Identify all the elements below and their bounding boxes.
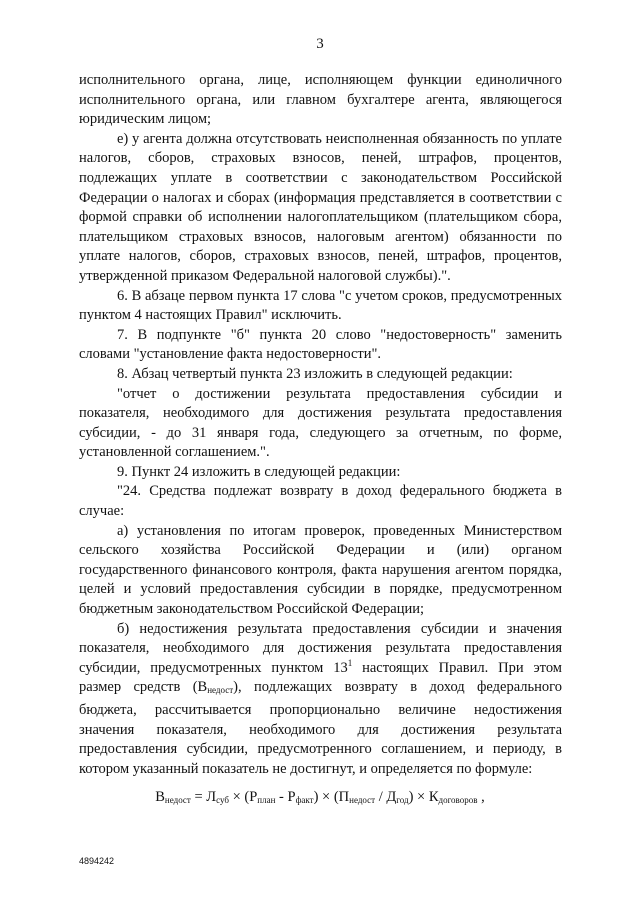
paragraph-item-24: "24. Средства подлежат возврату в доход федерального бюджета в случае:	[79, 483, 562, 520]
formula-subscript: недост	[164, 795, 191, 805]
formula-subscript: суб	[216, 795, 229, 805]
document-body	[79, 71, 562, 779]
formula-subscript: год	[396, 795, 409, 805]
formula-term: ) × (П	[313, 789, 350, 805]
formula-subscript: факт	[295, 795, 314, 805]
formula-subscript: план	[257, 795, 276, 805]
formula-subscript: договоров	[438, 795, 478, 805]
formula	[0, 789, 640, 806]
subscript: недост	[207, 685, 234, 696]
superscript: 1	[347, 657, 353, 668]
paragraph-item-24a: а) установления по итогам проверок, проведенных Министерством сельского хозяйства Российской Федерации и (или) органом государственного финансового контроля, факта нарушения агентом порядка, целей и условий предоставления субсидии в порядке, предусмотренном бюджетным законодательством Российской Федерации;	[79, 522, 562, 618]
text-run: ), подлежащих возврату в доход федерального бюджета, рассчитывается пропорционально величине недостижения значения показателя, необходимого для достижения результата предоставления субсидии, предусмотренного соглашением, и периоду, в котором указанный показатель не достигнут, и определяется по формуле:	[79, 679, 562, 777]
text-run: б) недостижения результата предоставления субсидии и значения показателя, необходимого для достижения результата предоставления субсидии, предусмотренных пунктом 13	[79, 620, 562, 676]
paragraph-item-7: 7. В подпункте "б" пункта 20 слово "недостоверность" заменить словами "установление факта недостоверности".	[79, 326, 562, 363]
paragraph-item-6: 6. В абзаце первом пункта 17 слова "с учетом сроков, предусмотренных пунктом 4 настоящих Правил" исключить.	[79, 287, 562, 324]
paragraph-report-deadline: "отчет о достижении результата предоставления субсидии и показателя, необходимого для достижения результата предоставления субсидии, - до 31 января года, следующего за отчетным, по форме, установленной соглашением.".	[79, 385, 562, 461]
formula-term: ) × К	[408, 789, 439, 805]
formula-term: - Р	[275, 789, 296, 805]
paragraph-item-8: 8. Абзац четвертый пункта 23 изложить в следующей редакции:	[117, 365, 513, 382]
document-code: 4894242	[79, 856, 115, 866]
formula-term: ,	[477, 789, 485, 805]
paragraph-item-e: е) у агента должна отсутствовать неисполненная обязанность по уплате налогов, сборов, страховых взносов, пеней, штрафов, процентов, подлежащих уплате в соответствии с законодательством Российской Федерации о налогах и сборах (информация представляется в соответствии с формой справки об исполнении налогоплательщиком (плательщиком сбора, плательщиком страховых взносов, налоговым агентом) обязанности по уплате налогов, сборов, страховых взносов, пеней, штрафов, процентов, утвержденной приказом Федеральной налоговой службы).".	[79, 130, 562, 284]
formula-subscript: недост	[349, 795, 376, 805]
formula-term: В	[155, 789, 165, 805]
formula-term: × (Р	[228, 789, 258, 805]
formula-term: / Д	[375, 789, 397, 805]
paragraph-continuation: исполнительного органа, лице, исполняющем функции единоличного исполнительного органа, или главном бухгалтере агента, являющегося юридическим лицом;	[79, 72, 562, 128]
paragraph-item-24b	[79, 620, 562, 780]
paragraph-item-9: 9. Пункт 24 изложить в следующей редакции:	[117, 463, 401, 480]
text-run: настоящих Правил. При этом размер средств (В	[79, 659, 562, 696]
page-number: 3	[316, 36, 324, 52]
formula-term: = Л	[190, 789, 217, 805]
